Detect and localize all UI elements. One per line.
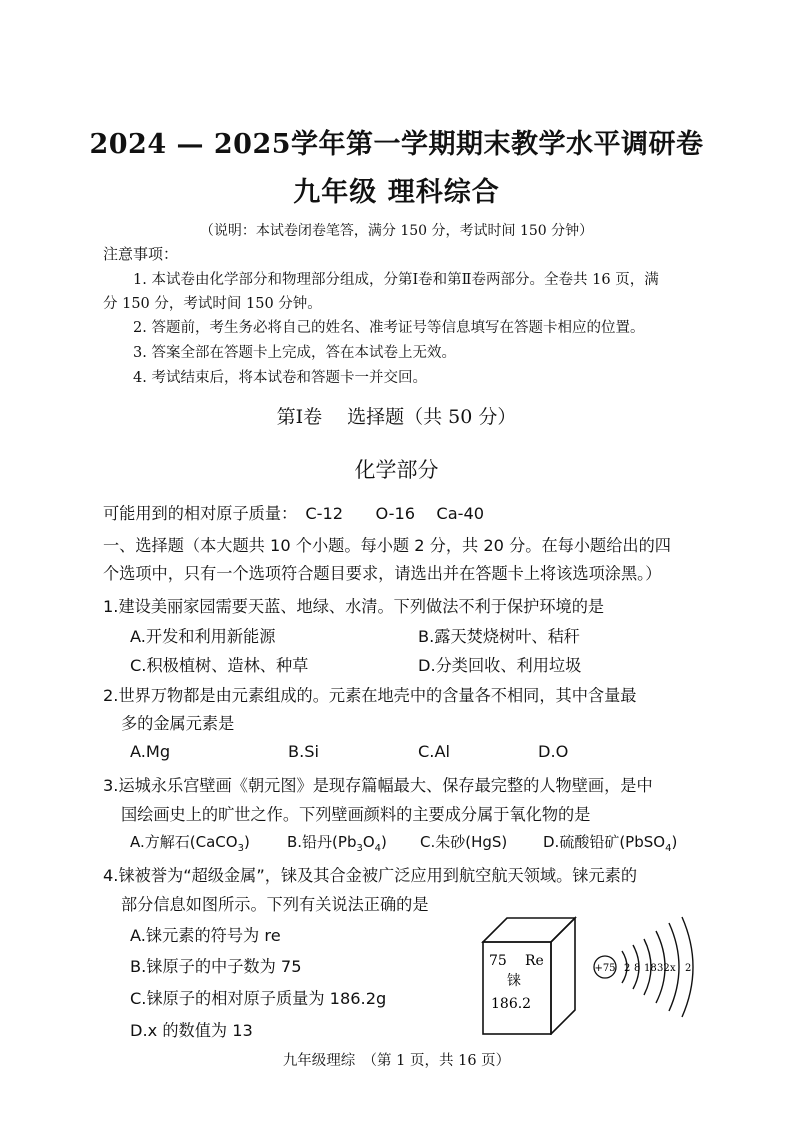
question-2-option-d: D.O xyxy=(538,742,569,761)
question-3-option-c: C.朱砂(HgS) xyxy=(420,833,508,851)
exam-note: （说明：本试卷闭卷笔答，满分 150 分，考试时间 150 分钟） xyxy=(199,223,594,239)
question-4-option-a: A.铼元素的符号为 re xyxy=(130,926,281,945)
exam-title: 2024 — 2025学年第一学期期末教学水平调研卷 xyxy=(89,129,704,160)
element-card-figure xyxy=(475,910,580,1035)
shell-4-electrons: 32 xyxy=(657,963,670,974)
element-number: 75 xyxy=(489,953,507,969)
question-4-stem-cont: 部分信息如图所示。下列有关说法正确的是 xyxy=(121,895,429,914)
question-3-stem: 3.运城永乐宫壁画《朝元图》是现存篇幅最大、保存最完整的人物壁画，是中 xyxy=(103,776,653,795)
question-3-stem-cont: 国绘画史上的旷世之作。下列壁画颜料的主要成分属于氧化物的是 xyxy=(121,805,591,824)
question-1-stem: 1.建设美丽家园需要天蓝、地绿、水清。下列做法不利于保护环境的是 xyxy=(103,597,605,616)
notice-item-1-cont: 分 150 分，考试时间 150 分钟。 xyxy=(103,296,322,312)
question-1-option-b: B.露天焚烧树叶、秸秆 xyxy=(418,627,580,646)
question-3-option-d: D.硫酸铅矿(PbSO$_4$) xyxy=(543,833,678,854)
notice-item-1: 1. 本试卷由化学部分和物理部分组成，分第Ⅰ卷和第Ⅱ卷两部分。全卷共 16 页，满 xyxy=(133,272,659,288)
section-subheading: 化学部分 xyxy=(354,458,439,482)
notice-heading: 注意事项： xyxy=(103,245,179,263)
element-name: 铼 xyxy=(507,973,521,989)
exam-subtitle: 九年级 理科综合 xyxy=(293,177,500,208)
question-1-option-c: C.积极植树、造林、种草 xyxy=(130,656,309,675)
element-mass: 186.2 xyxy=(491,996,532,1012)
question-4-option-d: D.x 的数值为 13 xyxy=(130,1021,253,1040)
question-2-option-a: A.Mg xyxy=(130,742,171,761)
atom-structure-figure xyxy=(588,915,698,1020)
element-symbol: Re xyxy=(525,953,544,969)
question-1-option-a: A.开发和利用新能源 xyxy=(130,627,276,646)
shell-5-electrons: x xyxy=(670,963,676,974)
notice-item-3: 3. 答案全部在答题卡上完成，答在本试卷上无效。 xyxy=(133,345,456,361)
question-3-option-a: A.方解石(CaCO$_3$) xyxy=(130,833,250,854)
question-4-option-c: C.铼原子的相对原子质量为 186.2g xyxy=(130,989,387,1008)
nucleus-charge: +75 xyxy=(594,963,616,974)
element-card-top xyxy=(483,918,575,942)
instructions-line-2: 个选项中，只有一个选项符合题目要求，请选出并在答题卡上将该选项涂黑。） xyxy=(103,564,662,583)
question-2-option-c: C.Al xyxy=(418,742,451,761)
instructions-line-1: 一、选择题（本大题共 10 个小题。每小题 2 分，共 20 分。在每小题给出的四 xyxy=(103,536,671,555)
atomic-masses: 可能用到的相对原子质量： C-12 O-16 Ca-40 xyxy=(103,504,485,523)
question-2-stem: 2.世界万物都是由元素组成的。元素在地壳中的含量各不相同，其中含量最 xyxy=(103,686,637,705)
notice-item-4: 4. 考试结束后，将本试卷和答题卡一并交回。 xyxy=(133,370,427,386)
section-heading: 第Ⅰ卷 选择题（共 50 分） xyxy=(276,406,517,428)
question-4-stem: 4.铼被誉为“超级金属”，铼及其合金被广泛应用到航空航天领域。铼元素的 xyxy=(103,866,638,885)
notice-item-2: 2. 答题前，考生务必将自己的姓名、准考证号等信息填写在答题卡相应的位置。 xyxy=(133,320,645,336)
shell-2-electrons: 8 xyxy=(634,963,641,974)
question-2-option-b: B.Si xyxy=(288,742,320,761)
question-4-option-b: B.铼原子的中子数为 75 xyxy=(130,957,302,976)
shell-6-electrons: 2 xyxy=(685,963,692,974)
question-2-stem-cont: 多的金属元素是 xyxy=(121,714,235,733)
shell-3-electrons: 18 xyxy=(644,963,657,974)
element-card-side xyxy=(551,918,575,1034)
question-1-option-d: D.分类回收、利用垃圾 xyxy=(418,656,582,675)
page-footer: 九年级理综 （第 1 页，共 16 页） xyxy=(282,1053,511,1069)
shell-1-electrons: 2 xyxy=(624,963,631,974)
question-3-option-b: B.铅丹$(Pb_3O_4)$ xyxy=(287,833,387,854)
